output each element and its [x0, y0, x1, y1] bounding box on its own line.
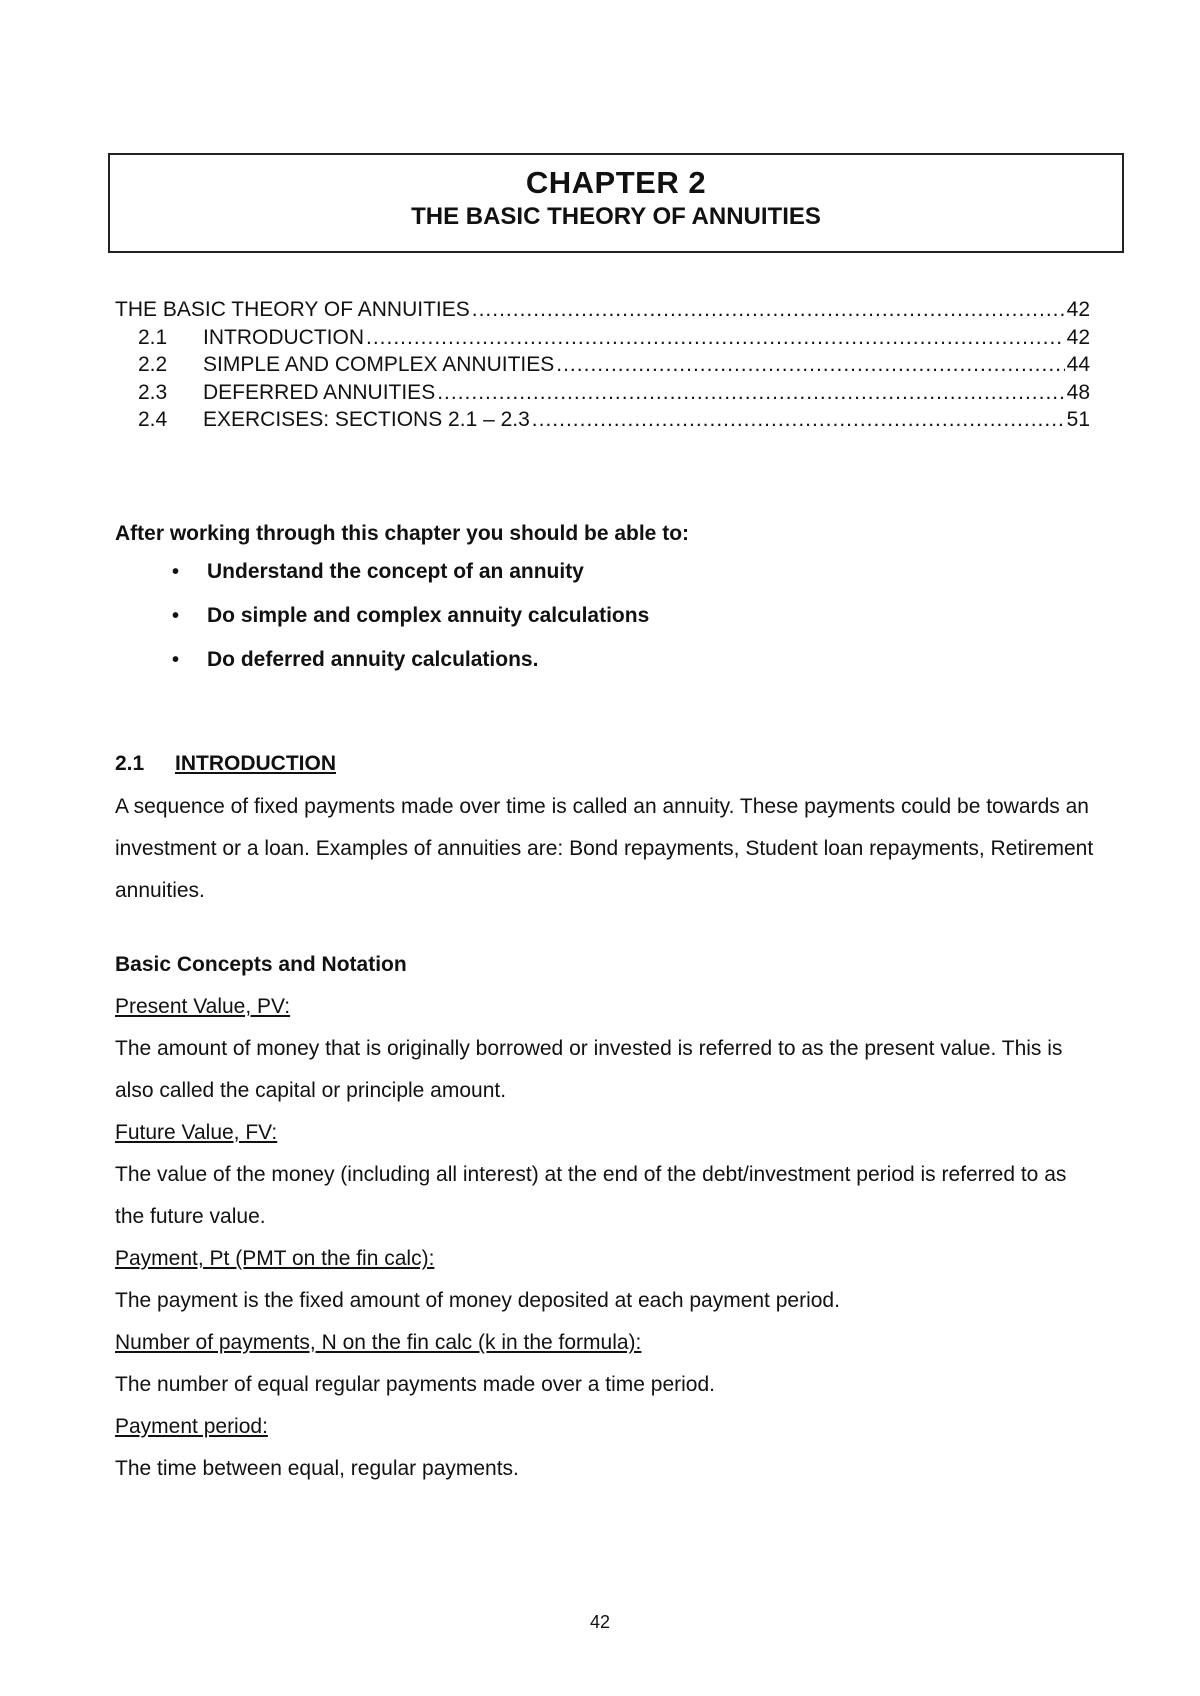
toc-entry-title: DEFERRED ANNUITIES [203, 380, 436, 404]
term-label: Payment period: [115, 1415, 268, 1438]
toc-entry[interactable] [115, 381, 1090, 409]
term-definition: The time between equal, regular payments. [115, 1457, 519, 1480]
objective-item [115, 646, 689, 690]
toc-leader-dots [366, 326, 1065, 350]
toc-entry[interactable] [115, 326, 1090, 354]
toc-entry-number: 2.4 [138, 408, 168, 431]
bullet-icon: • [172, 649, 180, 671]
toc-entry-page: 42 [1066, 325, 1090, 349]
toc-entry-number: 2.1 [138, 325, 168, 349]
learning-objectives [115, 522, 689, 690]
intro-paragraph: A sequence of fixed payments made over time is called an annuity. These payments could be towards an investment or a loan. Examples of annuities are: Bond repayments, Student loan repayments, Retirement annuities. [115, 795, 1094, 902]
toc-entry-page: 42 [1066, 298, 1090, 321]
bullet-icon: • [172, 605, 180, 627]
table-of-contents [115, 298, 1090, 436]
section-heading [115, 752, 1095, 776]
chapter-number: CHAPTER 2 [525, 165, 707, 200]
toc-leader-dots [472, 298, 1065, 322]
objectives-list [115, 558, 689, 690]
term-label: Future Value, FV: [115, 1121, 278, 1144]
objective-item [115, 602, 689, 646]
section-title: INTRODUCTION [175, 752, 336, 775]
term-label: Number of payments, N on the fin calc (k in the formula): [115, 1331, 642, 1354]
term-label: Present Value, PV: [115, 995, 291, 1018]
section-introduction [115, 752, 1095, 1490]
toc-entry[interactable] [115, 353, 1090, 381]
objectives-heading: After working through this chapter you should be able to: [115, 522, 690, 545]
toc-leader-dots [556, 353, 1064, 377]
objective-text: Do deferred annuity calculations. [207, 648, 539, 671]
objective-text: Do simple and complex annuity calculations [207, 604, 650, 627]
term-definition: The number of equal regular payments made over a time period. [115, 1373, 715, 1396]
term-definition: The payment is the fixed amount of money deposited at each payment period. [115, 1289, 840, 1312]
toc-entry-title: SIMPLE AND COMPLEX ANNUITIES [203, 353, 555, 376]
objective-item [115, 558, 689, 602]
toc-entry-page: 51 [1066, 408, 1090, 431]
toc-entry-page: 44 [1066, 353, 1090, 376]
concepts-heading: Basic Concepts and Notation [115, 953, 407, 976]
term-label: Payment, Pt (PMT on the fin calc): [115, 1247, 435, 1270]
toc-entry[interactable] [115, 408, 1090, 436]
toc-leader-dots [532, 408, 1065, 432]
toc-entry-title: INTRODUCTION [203, 325, 364, 349]
toc-entry-title: THE BASIC THEORY OF ANNUITIES [115, 298, 470, 321]
toc-entry-page: 48 [1066, 380, 1090, 404]
page-number: 42 [589, 1612, 611, 1632]
objective-text: Understand the concept of an annuity [207, 560, 584, 583]
toc-entry[interactable] [115, 298, 1090, 326]
section-number: 2.1 [115, 752, 145, 775]
toc-entry-title: EXERCISES: SECTIONS 2.1 – 2.3 [203, 408, 530, 431]
spacer [115, 912, 1095, 944]
bullet-icon: • [172, 561, 180, 583]
chapter-title: THE BASIC THEORY OF ANNUITIES [411, 203, 821, 230]
toc-leader-dots [437, 381, 1064, 405]
chapter-header-box [108, 153, 1124, 253]
toc-entry-number: 2.2 [138, 353, 168, 376]
toc-entry-number: 2.3 [138, 380, 168, 404]
term-definition: The amount of money that is originally borrowed or invested is referred to as the present value. This is also called the capital or principle amount. [115, 1037, 1063, 1102]
term-definition: The value of the money (including all interest) at the end of the debt/investment period is referred to as the future value. [115, 1163, 1067, 1228]
